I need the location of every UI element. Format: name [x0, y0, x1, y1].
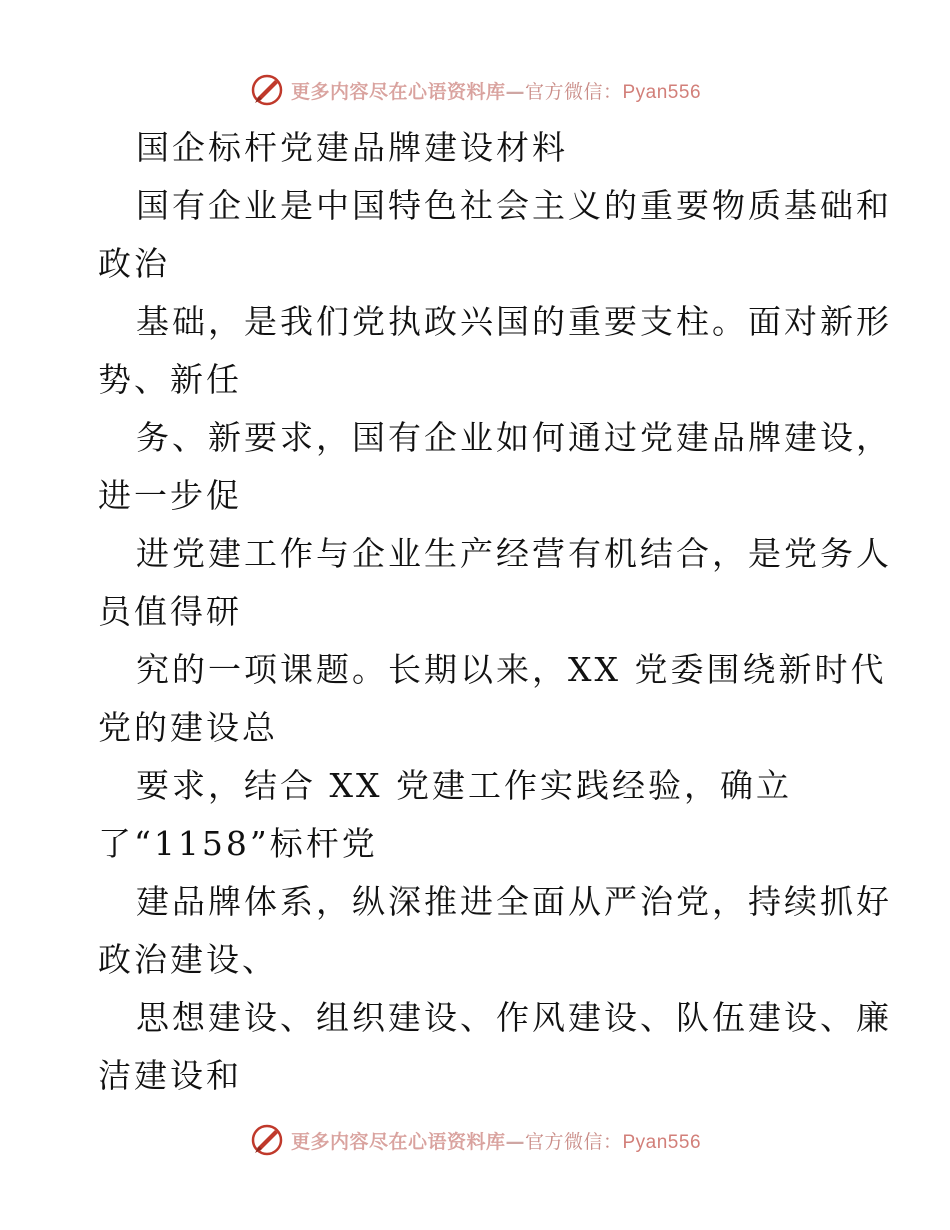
paragraph-line: 究的一项课题。长期以来，XX 党委围绕新时代 [136, 650, 887, 689]
pen-logo-icon [249, 72, 285, 108]
paragraph-line: 党的建设总 [98, 708, 278, 747]
paragraph-line: 政治建设、 [98, 940, 278, 979]
paragraph-line: 基础，是我们党执政兴国的重要支柱。面对新形 [136, 302, 892, 341]
watermark-text [291, 1127, 701, 1154]
watermark-banner-top [0, 70, 950, 110]
watermark-dash: — [505, 80, 525, 103]
watermark-text [291, 77, 701, 104]
paragraph-line: 进党建工作与企业生产经营有机结合，是党务人 [136, 534, 892, 573]
document-title: 国企标杆党建品牌建设材料 [136, 128, 568, 167]
watermark-brand: 更多内容尽在心语资料库 [290, 80, 506, 103]
watermark-banner-bottom [0, 1120, 950, 1160]
paragraph-line: 了“1158”标杆党 [98, 824, 378, 863]
watermark-handle: Pyan556 [622, 1131, 702, 1153]
paragraph-line: 政治 [98, 244, 170, 283]
paragraph-line: 洁建设和 [98, 1056, 242, 1095]
paragraph-line: 思想建设、组织建设、作风建设、队伍建设、廉 [136, 998, 892, 1037]
paragraph-line: 务、新要求，国有企业如何通过党建品牌建设， [136, 418, 892, 457]
paragraph-line: 员值得研 [98, 592, 242, 631]
watermark-wechat-label: 官方微信： [524, 80, 623, 103]
watermark-brand: 更多内容尽在心语资料库 [290, 1130, 506, 1153]
paragraph-line: 要求，结合 XX 党建工作实践经验，确立 [136, 766, 792, 805]
watermark-handle: Pyan556 [622, 81, 702, 103]
paragraph-line: 进一步促 [98, 476, 242, 515]
paragraph-line: 国有企业是中国特色社会主义的重要物质基础和 [136, 186, 892, 225]
pen-logo-icon [249, 1122, 285, 1158]
watermark-dash: — [505, 1130, 525, 1153]
paragraph-line: 势、新任 [98, 360, 242, 399]
paragraph-line: 建品牌体系，纵深推进全面从严治党，持续抓好 [136, 882, 892, 921]
watermark-wechat-label: 官方微信： [524, 1130, 623, 1153]
